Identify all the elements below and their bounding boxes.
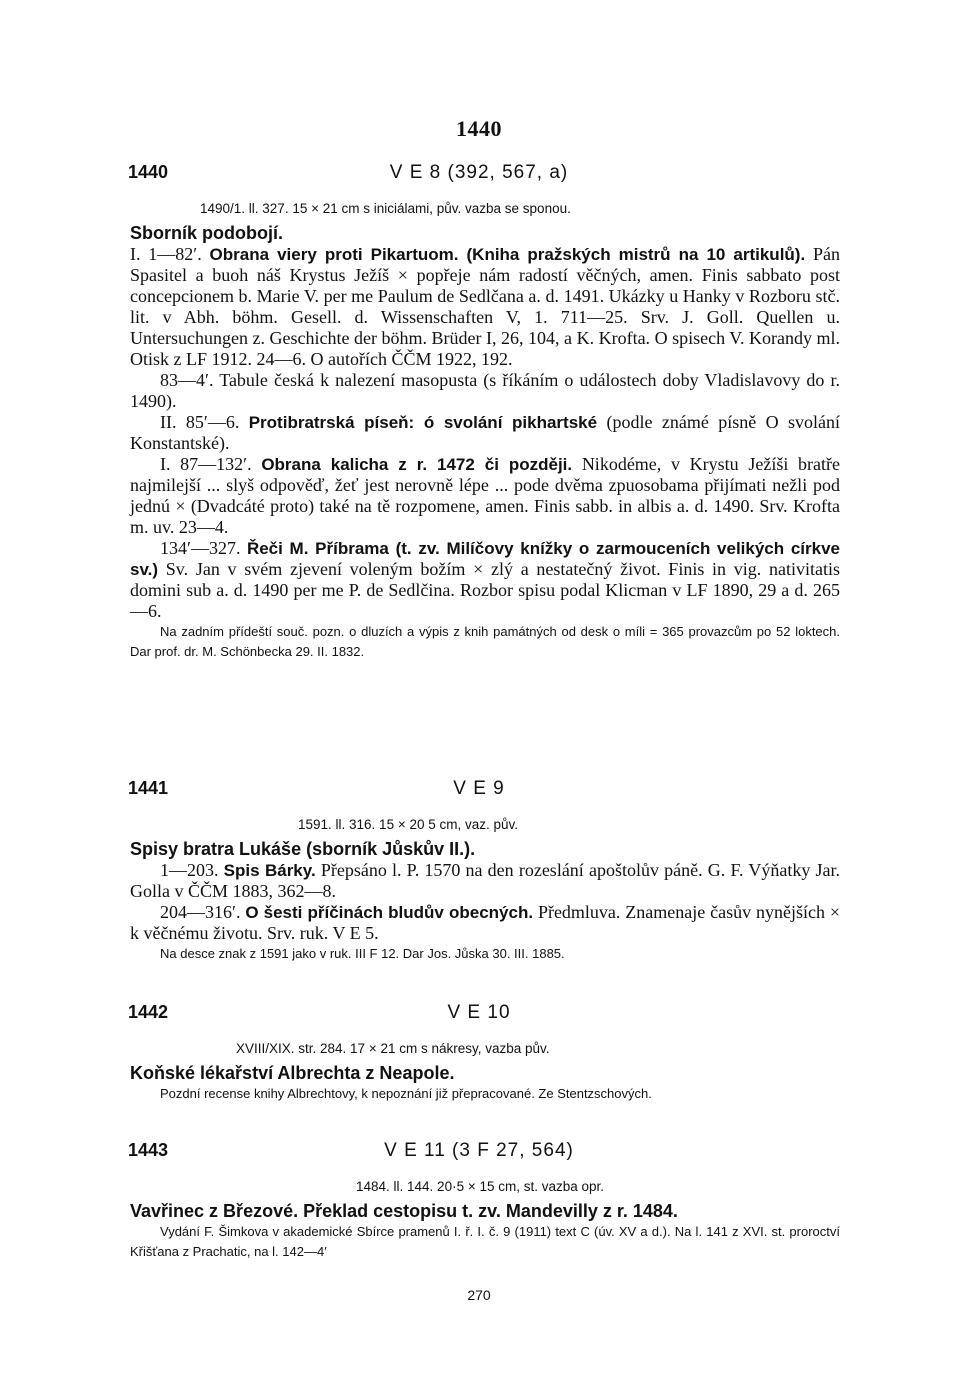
provenance-note: Na zadním přídeští souč. pozn. o dluzích a výpis z knih památných od desk o míli = 365 provazcům po 52 loktech. Dar prof. dr. M. Schönbecka 29. II. 1832.: [130, 624, 840, 659]
entry-number: 1443: [128, 1140, 169, 1160]
content-paragraph: 134′—327. Řeči M. Příbrama (t. zv. Milíčovy knížky o zarmouceních velikých církve sv.) Sv. Jan v svém zjevení voleným božím × zlý a nestatečný život. Finis in vig. nativitatis domini sub a. d. 1490 per me P. de Sedlčina. Rozbor spisu podal Klicman v LF 1890, 29 a d. 265—6.: [130, 538, 841, 621]
physical-description: 1484. ll. 144. 20·5 × 15 cm, st. vazba opr.: [356, 1179, 605, 1194]
content-paragraph: I. 87—132′. Obrana kalicha z r. 1472 či později. Nikodéme, v Krystu Ježíši bratře najmilejší ... slyš odpověď, žeť jest nerovně lépe ... pode dvěma zpuosobama přijímati nežli pod jednú × (Dvadcáté proto) také na tě rozpomene, amen. Finis sabb. in albis a. d. 1490. Srv. Krofta m. uv. 23—4.: [130, 454, 840, 537]
provenance-note: Na desce znak z 1591 jako v ruk. III F 12. Dar Jos. Jůska 30. III. 1885.: [160, 946, 565, 961]
physical-description: 1490/1. ll. 327. 15 × 21 cm s iniciálami, pův. vazba se sponou.: [200, 201, 571, 216]
provenance-note: Vydání F. Šimkova v akademické Sbírce pramenů I. ř. I. č. 9 (1911) text C (úv. XV a d.). Na l. 141 z XVI. st. proroctví Křišťana z Prachatic, na l. 142—4′: [130, 1224, 840, 1259]
shelfmark: V E 11 (3 F 27, 564): [384, 1140, 574, 1161]
physical-description: XVIII/XIX. str. 284. 17 × 21 cm s nákresy, vazba pův.: [236, 1041, 550, 1056]
page-number: 270: [467, 1287, 491, 1303]
entry-number: 1440: [128, 162, 169, 182]
provenance-note: Pozdní recense knihy Albrechtovy, k nepoznání již přepracované. Ze Stentzschových.: [160, 1086, 652, 1101]
entry-header: [118, 1140, 840, 1170]
entry-number: 1442: [128, 1002, 169, 1022]
content-paragraph: I. 1—82′. Obrana viery proti Pikartuom. (Kniha pražských mistrů na 10 artikulů). Pán Spasitel a buoh náš Krystus Ježíš × popřeje nám radostí věčných, amen. Finis sabbato post concepcionem b. Marie V. per me Paulum de Sedlčana a. d. 1491. Ukázky u Hanky v Rozboru stč. lit. v Abh. böhm. Gesell. d. Wissenschaften V, 1. 711—25. Srv. J. Goll. Quellen u. Untersuchungen z. Geschichte der böhm. Brüder I, 26, 104, a K. Krofta. O spisech V. Korandy ml. Otisk z LF 1912. 24—6. O autořích ČČM 1922, 192.: [130, 244, 840, 369]
catalog-entry-1443: [118, 1140, 840, 1262]
manuscript-title: Spisy bratra Lukáše (sborník Jůskův II.).: [130, 839, 476, 859]
content-paragraph: II. 85′—6. Protibratrská píseň: ó svolání pikhartské (podle známé písně O svolání Konstantské).: [130, 412, 840, 453]
shelfmark: V E 9: [453, 778, 505, 799]
catalog-entry-1441: [118, 778, 840, 964]
running-head: 1440: [456, 116, 502, 141]
catalog-entry-1442: [118, 1002, 840, 1104]
shelfmark: V E 8 (392, 567, a): [389, 162, 569, 183]
manuscript-title: Vavřinec z Březové. Překlad cestopisu t. zv. Mandevilly z r. 1484.: [130, 1201, 678, 1221]
entry-header: [118, 162, 840, 192]
content-paragraph: 1—203. Spis Bárky. Přepsáno l. P. 1570 na den rozeslání apoštolův páně. G. F. Výňatky Jar. Golla v ČČM 1883, 362—8.: [130, 860, 841, 901]
manuscript-title: Sborník podobojí.: [130, 223, 283, 243]
physical-description: 1591. ll. 316. 15 × 20 5 cm, vaz. pův.: [298, 817, 519, 832]
manuscript-title: Koňské lékařství Albrechta z Neapole.: [130, 1063, 455, 1083]
entry-header: [118, 778, 840, 808]
content-paragraph: 204—316′. O šesti příčinách bludův obecných. Předmluva. Znamenaje časův nynějších × k věčnému životu. Srv. ruk. V E 5.: [130, 902, 840, 943]
catalog-entry-1440: [118, 162, 840, 662]
entry-number: 1441: [128, 778, 169, 798]
shelfmark: V E 10: [447, 1002, 511, 1023]
entry-header: [118, 1002, 840, 1032]
content-paragraph: 83—4′. Tabule česká k nalezení masopusta (s říkáním o událostech doby Vladislavovy do r. 1490).: [130, 370, 840, 411]
